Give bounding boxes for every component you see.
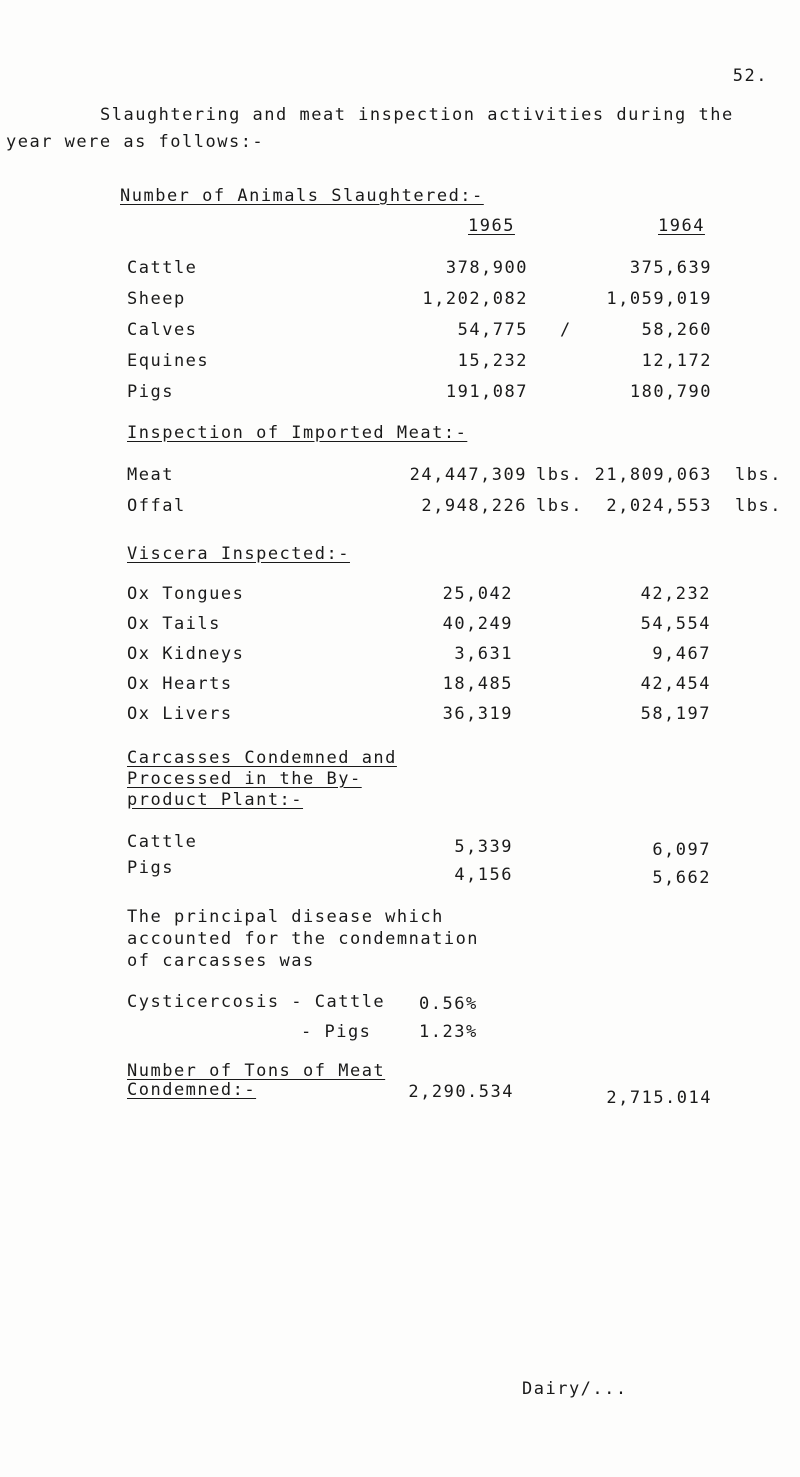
value-1964: 21,809,063 (594, 465, 712, 485)
row-label: Offal (127, 496, 186, 516)
value-1964: 58,260 (641, 320, 712, 340)
value-1964: 5,662 (652, 868, 711, 888)
intro-line-2: year were as follows:- (6, 132, 265, 152)
value-1965: 378,900 (445, 258, 528, 278)
row-label: Ox Hearts (127, 674, 233, 694)
row-label: Cattle (127, 832, 198, 852)
unit-1965: lbs. (536, 496, 583, 516)
row-label: Ox Tails (127, 614, 221, 634)
value-1964: 42,232 (640, 584, 711, 604)
col-1965-header: 1965 (468, 216, 515, 236)
value-1965: 54,775 (457, 320, 528, 340)
tons-heading-line-2: Condemned:- (127, 1080, 257, 1100)
value-1965: 24,447,309 (409, 465, 527, 485)
row-label: Cattle (127, 258, 198, 278)
tons-value-1964: 2,715.014 (606, 1088, 712, 1108)
value-1965: 18,485 (442, 674, 513, 694)
carcasses-heading-line-1: Carcasses Condemned and (127, 748, 397, 768)
row-label: Ox Kidneys (127, 644, 245, 664)
value-1964: 180,790 (629, 382, 712, 402)
tons-heading-line-1: Number of Tons of Meat (127, 1061, 386, 1081)
row-label: Ox Tongues (127, 584, 245, 604)
value-1964: 6,097 (652, 840, 711, 860)
pen-slash-mark: / (560, 320, 572, 340)
value-1965: 191,087 (445, 382, 528, 402)
cysticercosis-cattle-label: Cysticercosis - Cattle (127, 992, 386, 1012)
continuation-footer: Dairy/... (522, 1379, 628, 1399)
disease-line-2: accounted for the condemnation (127, 929, 480, 949)
disease-line-3: of carcasses was (127, 951, 315, 971)
carcasses-heading-line-2: Processed in the By- (127, 769, 362, 789)
carcasses-heading-line-3: product Plant:- (127, 790, 304, 810)
row-label: Pigs (127, 382, 174, 402)
slaughtered-heading: Number of Animals Slaughtered:- (120, 186, 484, 206)
value-1965: 2,948,226 (421, 496, 527, 516)
row-label: Calves (127, 320, 198, 340)
col-1964-header: 1964 (658, 216, 705, 236)
value-1965: 40,249 (442, 614, 513, 634)
cysticercosis-pigs-label: - Pigs (301, 1022, 372, 1042)
value-1964: 375,639 (629, 258, 712, 278)
value-1964: 2,024,553 (606, 496, 712, 516)
value-1965: 1,202,082 (422, 289, 528, 309)
unit-1964: lbs. (735, 496, 782, 516)
value-1964: 58,197 (640, 704, 711, 724)
value-1965: 5,339 (454, 837, 513, 857)
page-number: 52. (732, 66, 768, 86)
value-1964: 42,454 (640, 674, 711, 694)
imported-heading: Inspection of Imported Meat:- (127, 423, 468, 443)
value-1965: 36,319 (442, 704, 513, 724)
row-label: Ox Livers (127, 704, 233, 724)
row-label: Pigs (127, 858, 174, 878)
value-1965: 25,042 (442, 584, 513, 604)
unit-1965: lbs. (536, 465, 583, 485)
value-1964: 54,554 (640, 614, 711, 634)
row-label: Meat (127, 465, 174, 485)
row-label: Equines (127, 351, 210, 371)
value-1965: 15,232 (457, 351, 528, 371)
value-1964: 12,172 (641, 351, 712, 371)
value-1964: 9,467 (652, 644, 711, 664)
cysticercosis-cattle-value: 0.56% (419, 994, 478, 1014)
value-1964: 1,059,019 (606, 289, 712, 309)
viscera-heading: Viscera Inspected:- (127, 544, 350, 564)
cysticercosis-pigs-value: 1.23% (419, 1022, 478, 1042)
tons-value-1965: 2,290.534 (408, 1082, 514, 1102)
unit-1964: lbs. (735, 465, 782, 485)
intro-line-1: Slaughtering and meat inspection activities during the (100, 105, 734, 125)
value-1965: 4,156 (454, 865, 513, 885)
row-label: Sheep (127, 289, 186, 309)
disease-line-1: The principal disease which (127, 907, 444, 927)
value-1965: 3,631 (454, 644, 513, 664)
